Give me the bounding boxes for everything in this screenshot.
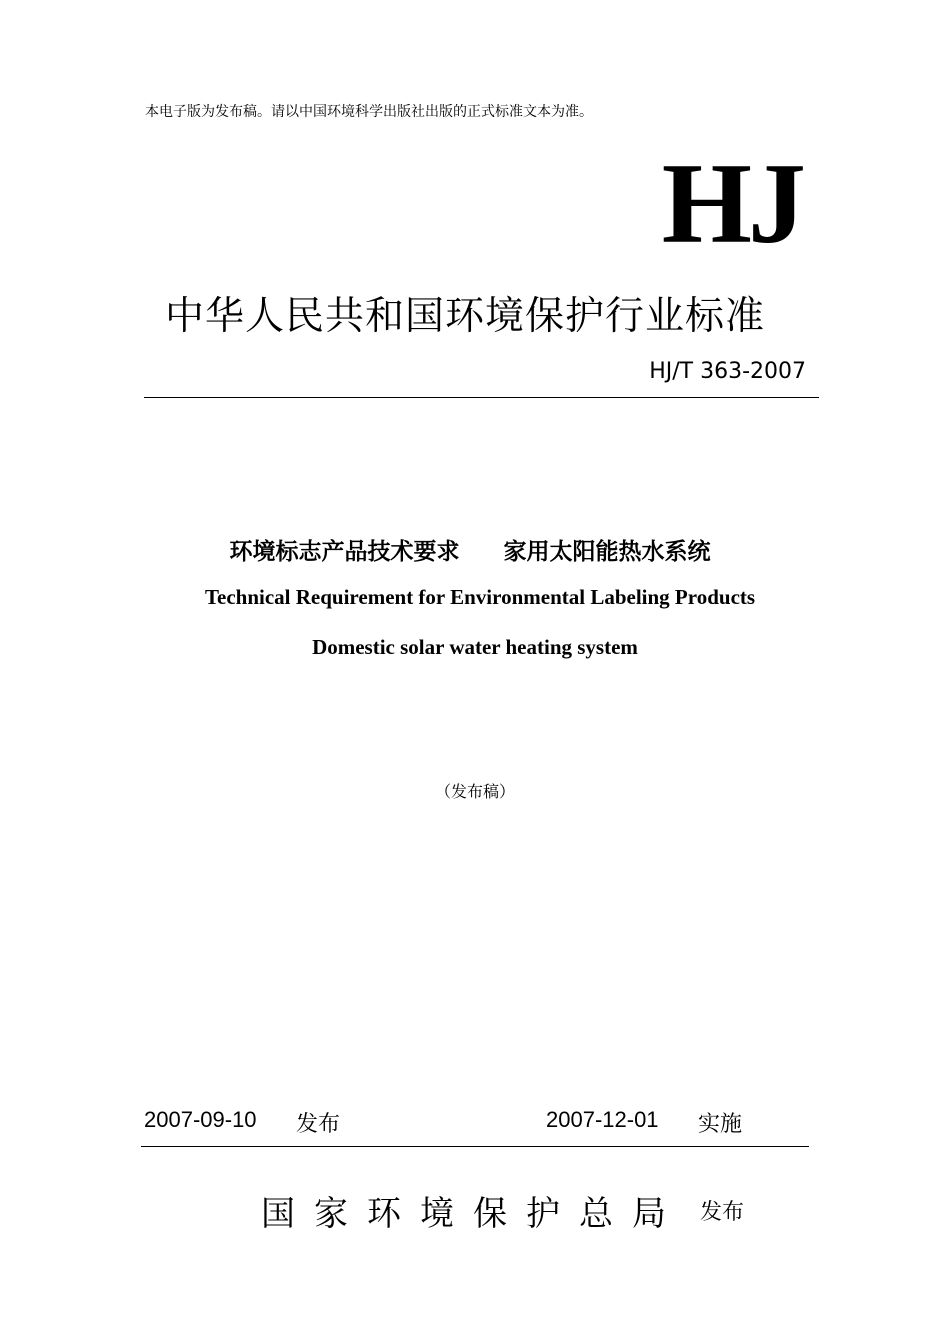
publish-label: 发布 bbox=[296, 1112, 341, 1137]
document-title-en-line2: Domestic solar water heating system bbox=[312, 635, 638, 659]
industry-standard-title: 中华人民共和国环境保护行业标准 bbox=[164, 294, 765, 339]
top-divider bbox=[144, 397, 819, 398]
issuing-agency: 国家环境保护总局 bbox=[261, 1194, 685, 1234]
bottom-divider bbox=[141, 1146, 809, 1147]
issuing-action: 发布 bbox=[700, 1200, 745, 1225]
hj-logo: HJ bbox=[661, 140, 802, 268]
document-title-zh bbox=[0, 533, 950, 566]
publish-date: 2007-09-10 bbox=[144, 1107, 257, 1132]
standard-number: HJ/T 363-2007 bbox=[649, 359, 806, 384]
draft-status-label: （发布稿） bbox=[434, 782, 515, 801]
document-title-zh-part2: 家用太阳能热水系统 bbox=[503, 539, 711, 565]
release-notice: 本电子版为发布稿。请以中国环境科学出版社出版的正式标准文本为准。 bbox=[145, 104, 593, 120]
document-title-zh-part1: 环境标志产品技术要求 bbox=[229, 539, 460, 565]
document-title-en-line1: Technical Requirement for Environmental Labeling Products bbox=[204, 585, 756, 609]
implement-label: 实施 bbox=[698, 1112, 743, 1137]
implement-date: 2007-12-01 bbox=[546, 1107, 659, 1132]
